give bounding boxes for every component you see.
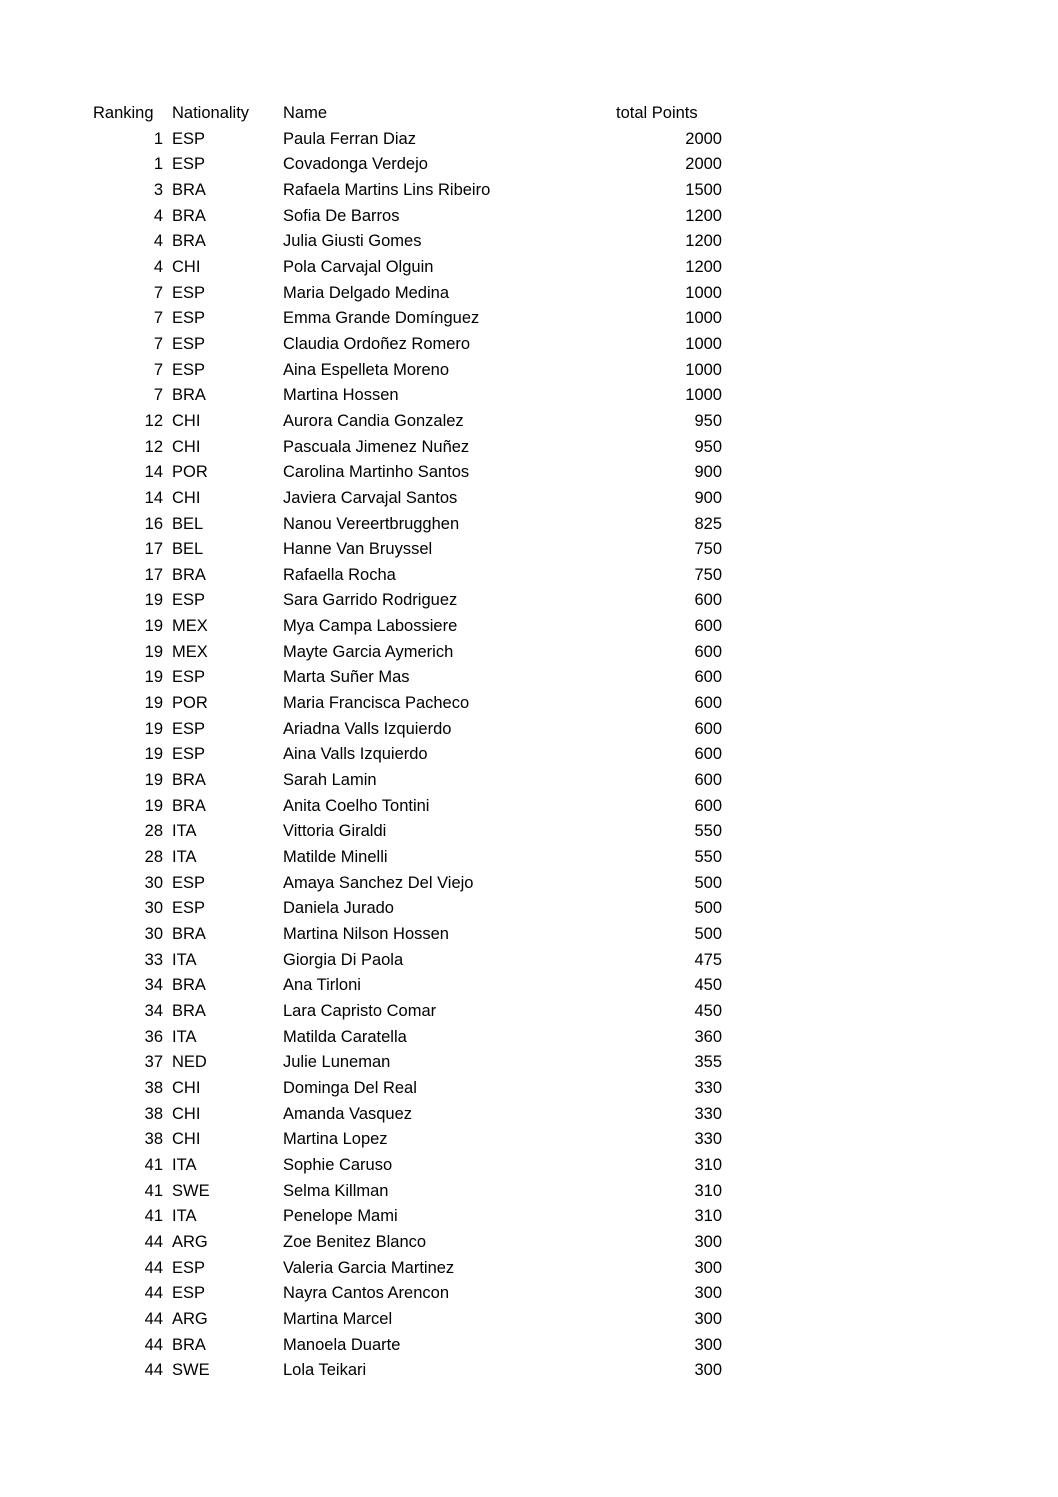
- nationality-cell: CHI: [172, 1130, 201, 1149]
- nationality-cell: CHI: [172, 437, 201, 456]
- rank-cell: 19: [144, 694, 163, 713]
- table-row: [93, 999, 722, 1025]
- rank-cell: 17: [144, 540, 163, 559]
- nationality-cell: CHI: [172, 1078, 201, 1097]
- rank-cell: 41: [144, 1207, 163, 1226]
- rank-cell: 19: [144, 591, 163, 610]
- table-row: [93, 742, 722, 768]
- points-cell: 600: [694, 694, 722, 713]
- rank-cell: 12: [144, 411, 163, 430]
- nationality-cell: BRA: [172, 565, 206, 584]
- table-row: [93, 409, 722, 435]
- table-row: [93, 537, 722, 563]
- rank-cell: 38: [144, 1078, 163, 1097]
- rank-cell: 19: [144, 745, 163, 764]
- points-cell: 310: [694, 1155, 722, 1174]
- points-cell: 600: [694, 668, 722, 687]
- rank-cell: 37: [144, 1053, 163, 1072]
- rank-cell: 44: [144, 1335, 163, 1354]
- points-cell: 1200: [685, 232, 722, 251]
- points-cell: 355: [694, 1053, 722, 1072]
- table-row: [93, 1153, 722, 1179]
- name-cell: Martina Lopez: [283, 1130, 388, 1149]
- nationality-cell: ARG: [172, 1232, 208, 1251]
- name-cell: Carolina Martinho Santos: [283, 463, 470, 482]
- name-cell: Martina Hossen: [283, 386, 399, 405]
- rank-cell: 19: [144, 617, 163, 636]
- nationality-cell: ESP: [172, 591, 206, 610]
- table-row: [93, 819, 722, 845]
- points-cell: 950: [694, 437, 722, 456]
- name-cell: Martina Nilson Hossen: [283, 925, 449, 943]
- points-cell: 750: [694, 540, 722, 559]
- nationality-cell: ESP: [172, 334, 206, 353]
- points-cell: 2000: [685, 129, 722, 148]
- nationality-cell: BRA: [172, 206, 206, 225]
- name-cell: Aina Valls Izquierdo: [283, 745, 428, 764]
- points-cell: 330: [694, 1078, 722, 1097]
- nationality-cell: BRA: [172, 386, 206, 405]
- points-cell: 475: [694, 950, 722, 969]
- points-cell: 1000: [685, 283, 722, 302]
- rank-cell: 41: [144, 1155, 163, 1174]
- table-row: [93, 281, 722, 307]
- rank-cell: 7: [153, 309, 163, 328]
- nationality-cell: MEX: [172, 617, 208, 636]
- points-cell: 450: [694, 1001, 722, 1020]
- nationality-cell: ESP: [172, 745, 206, 764]
- name-cell: Dominga Del Real: [283, 1078, 417, 1097]
- rank-cell: 34: [144, 976, 163, 995]
- table-row: [93, 1102, 722, 1128]
- table-row: [93, 1281, 722, 1307]
- name-cell: Sophie Caruso: [283, 1155, 393, 1174]
- nationality-cell: BRA: [172, 1001, 206, 1020]
- rank-cell: 19: [144, 642, 163, 661]
- nationality-cell: BRA: [172, 1335, 206, 1354]
- name-cell: Ana Tirloni: [283, 976, 361, 995]
- name-cell: Julie Luneman: [283, 1053, 391, 1072]
- table-row: [93, 717, 722, 743]
- name-cell: Marta Suñer Mas: [283, 668, 410, 687]
- points-cell: 500: [694, 873, 722, 892]
- nationality-cell: POR: [172, 694, 208, 713]
- name-cell: Valeria Garcia Martinez: [283, 1258, 455, 1277]
- rank-cell: 1: [153, 155, 163, 174]
- name-cell: Covadonga Verdejo: [283, 155, 428, 174]
- nationality-cell: CHI: [172, 488, 201, 507]
- rank-cell: 4: [153, 232, 163, 251]
- name-cell: Giorgia Di Paola: [283, 950, 404, 969]
- name-cell: Manoela Duarte: [283, 1335, 401, 1354]
- name-cell: Sarah Lamin: [283, 771, 377, 790]
- rank-cell: 7: [153, 283, 163, 302]
- name-cell: Matilda Caratella: [283, 1027, 407, 1046]
- table-row: [93, 588, 722, 614]
- nationality-cell: ITA: [172, 950, 197, 969]
- nationality-cell: CHI: [172, 257, 201, 276]
- table-row: [93, 1179, 722, 1205]
- name-cell: Penelope Mami: [283, 1207, 398, 1226]
- points-cell: 300: [694, 1361, 722, 1380]
- ranking-table: [93, 101, 722, 1384]
- points-cell: 1000: [685, 360, 722, 379]
- name-cell: Rafaella Rocha: [283, 565, 396, 584]
- header-ranking: Ranking: [93, 104, 154, 122]
- points-cell: 450: [694, 976, 722, 995]
- name-cell: Amanda Vasquez: [283, 1104, 413, 1123]
- points-cell: 900: [694, 488, 722, 507]
- table-row: [93, 512, 722, 538]
- nationality-cell: ESP: [172, 873, 206, 892]
- name-cell: Rafaela Martins Lins Ribeiro: [283, 180, 491, 199]
- table-row: [93, 563, 722, 589]
- name-cell: Ariadna Valls Izquierdo: [283, 719, 452, 738]
- points-cell: 300: [694, 1284, 722, 1303]
- nationality-cell: SWE: [172, 1181, 210, 1200]
- nationality-cell: CHI: [172, 411, 201, 430]
- rank-cell: 19: [144, 771, 163, 790]
- nationality-cell: ESP: [172, 309, 206, 328]
- points-cell: 1000: [685, 309, 722, 328]
- points-cell: 1000: [685, 334, 722, 353]
- nationality-cell: ESP: [172, 283, 206, 302]
- table-row: [93, 486, 722, 512]
- table-row: [93, 332, 722, 358]
- nationality-cell: BRA: [172, 976, 206, 995]
- ranking-table-header: [93, 101, 722, 127]
- nationality-cell: BRA: [172, 925, 206, 943]
- name-cell: Mya Campa Labossiere: [283, 617, 458, 636]
- name-cell: Maria Francisca Pacheco: [283, 694, 470, 713]
- rank-cell: 1: [153, 129, 163, 148]
- header-nationality: Nationality: [172, 104, 250, 122]
- rank-cell: 19: [144, 668, 163, 687]
- nationality-cell: ESP: [172, 668, 206, 687]
- rank-cell: 12: [144, 437, 163, 456]
- nationality-cell: MEX: [172, 642, 208, 661]
- points-cell: 310: [694, 1181, 722, 1200]
- rank-cell: 3: [153, 180, 163, 199]
- points-cell: 500: [694, 899, 722, 918]
- table-row: [93, 229, 722, 255]
- points-cell: 600: [694, 796, 722, 815]
- points-cell: 550: [694, 822, 722, 841]
- points-cell: 1200: [685, 206, 722, 225]
- name-cell: Hanne Van Bruyssel: [283, 540, 433, 559]
- rank-cell: 38: [144, 1130, 163, 1149]
- header-name: Name: [283, 104, 328, 122]
- name-cell: Pola Carvajal Olguin: [283, 257, 434, 276]
- name-cell: Mayte Garcia Aymerich: [283, 642, 454, 661]
- table-row: [93, 1204, 722, 1230]
- rank-cell: 34: [144, 1001, 163, 1020]
- rank-cell: 7: [153, 360, 163, 379]
- table-row: [93, 691, 722, 717]
- name-cell: Paula Ferran Diaz: [283, 129, 416, 148]
- rank-cell: 4: [153, 257, 163, 276]
- nationality-cell: BRA: [172, 180, 206, 199]
- points-cell: 600: [694, 617, 722, 636]
- nationality-cell: BEL: [172, 540, 204, 559]
- table-row: [93, 948, 722, 974]
- nationality-cell: ITA: [172, 1207, 197, 1226]
- points-cell: 550: [694, 848, 722, 867]
- points-cell: 300: [694, 1232, 722, 1251]
- table-row: [93, 1050, 722, 1076]
- nationality-cell: ITA: [172, 848, 197, 867]
- name-cell: Claudia Ordoñez Romero: [283, 334, 471, 353]
- points-cell: 750: [694, 565, 722, 584]
- name-cell: Nayra Cantos Arencon: [283, 1284, 450, 1303]
- name-cell: Maria Delgado Medina: [283, 283, 450, 302]
- table-row: [93, 973, 722, 999]
- name-cell: Pascuala Jimenez Nuñez: [283, 437, 470, 456]
- table-row: [93, 178, 722, 204]
- points-cell: 1500: [685, 180, 722, 199]
- rank-cell: 44: [144, 1258, 163, 1277]
- nationality-cell: ITA: [172, 1155, 197, 1174]
- nationality-cell: ESP: [172, 1258, 206, 1277]
- name-cell: Vittoria Giraldi: [283, 822, 387, 841]
- nationality-cell: ESP: [172, 360, 206, 379]
- header-points: total Points: [616, 104, 698, 122]
- table-row: [93, 768, 722, 794]
- nationality-cell: BRA: [172, 232, 206, 251]
- name-cell: Julia Giusti Gomes: [283, 232, 422, 251]
- rank-cell: 41: [144, 1181, 163, 1200]
- nationality-cell: NED: [172, 1053, 207, 1072]
- nationality-cell: BRA: [172, 796, 206, 815]
- table-row: [93, 1230, 722, 1256]
- nationality-cell: ARG: [172, 1309, 208, 1328]
- rank-cell: 19: [144, 796, 163, 815]
- rank-cell: 30: [144, 873, 163, 892]
- nationality-cell: BEL: [172, 514, 204, 533]
- table-row: [93, 1256, 722, 1282]
- points-cell: 330: [694, 1130, 722, 1149]
- table-row: [93, 383, 722, 409]
- table-row: [93, 1076, 722, 1102]
- points-cell: 600: [694, 745, 722, 764]
- name-cell: Sofia De Barros: [283, 206, 400, 225]
- table-row: [93, 1358, 722, 1384]
- table-row: [93, 255, 722, 281]
- name-cell: Martina Marcel: [283, 1309, 393, 1328]
- name-cell: Lola Teikari: [283, 1361, 367, 1380]
- points-cell: 600: [694, 771, 722, 790]
- name-cell: Sara Garrido Rodriguez: [283, 591, 458, 610]
- name-cell: Amaya Sanchez Del Viejo: [283, 873, 474, 892]
- table-row: [93, 1333, 722, 1359]
- name-cell: Matilde Minelli: [283, 848, 388, 867]
- rank-cell: 44: [144, 1232, 163, 1251]
- nationality-cell: POR: [172, 463, 208, 482]
- name-cell: Emma Grande Domínguez: [283, 309, 480, 328]
- points-cell: 950: [694, 411, 722, 430]
- table-row: [93, 614, 722, 640]
- points-cell: 1200: [685, 257, 722, 276]
- name-cell: Zoe Benitez Blanco: [283, 1232, 427, 1251]
- table-row: [93, 460, 722, 486]
- points-cell: 825: [694, 514, 722, 533]
- table-row: [93, 845, 722, 871]
- nationality-cell: ESP: [172, 155, 206, 174]
- points-cell: 330: [694, 1104, 722, 1123]
- table-row: [93, 127, 722, 153]
- name-cell: Javiera Carvajal Santos: [283, 488, 458, 507]
- nationality-cell: CHI: [172, 1104, 201, 1123]
- rank-cell: 14: [144, 488, 163, 507]
- points-cell: 300: [694, 1309, 722, 1328]
- points-cell: 2000: [685, 155, 722, 174]
- rank-cell: 44: [144, 1284, 163, 1303]
- rank-cell: 7: [153, 334, 163, 353]
- rank-cell: 7: [153, 386, 163, 405]
- name-cell: Selma Killman: [283, 1181, 389, 1200]
- name-cell: Daniela Jurado: [283, 899, 394, 918]
- points-cell: 600: [694, 642, 722, 661]
- table-row: [93, 1127, 722, 1153]
- points-cell: 900: [694, 463, 722, 482]
- nationality-cell: ESP: [172, 1284, 206, 1303]
- table-row: [93, 871, 722, 897]
- table-row: [93, 794, 722, 820]
- rank-cell: 38: [144, 1104, 163, 1123]
- nationality-cell: ESP: [172, 899, 206, 918]
- rank-cell: 36: [144, 1027, 163, 1046]
- table-row: [93, 1307, 722, 1333]
- table-row: [93, 358, 722, 384]
- rank-cell: 30: [144, 899, 163, 918]
- rank-cell: 16: [144, 514, 163, 533]
- points-cell: 310: [694, 1207, 722, 1226]
- nationality-cell: BRA: [172, 771, 206, 790]
- rank-cell: 33: [144, 950, 163, 969]
- name-cell: Aina Espelleta Moreno: [283, 360, 450, 379]
- points-cell: 300: [694, 1335, 722, 1354]
- points-cell: 500: [694, 925, 722, 943]
- rank-cell: 30: [144, 925, 163, 943]
- ranking-table-body: [93, 127, 722, 1384]
- nationality-cell: ESP: [172, 719, 206, 738]
- rank-cell: 44: [144, 1309, 163, 1328]
- table-row: [93, 922, 722, 948]
- rank-cell: 4: [153, 206, 163, 225]
- table-row: [93, 306, 722, 332]
- rank-cell: 28: [144, 822, 163, 841]
- nationality-cell: ESP: [172, 129, 206, 148]
- rank-cell: 19: [144, 719, 163, 738]
- nationality-cell: SWE: [172, 1361, 210, 1380]
- table-row: [93, 204, 722, 230]
- rank-cell: 28: [144, 848, 163, 867]
- nationality-cell: ITA: [172, 1027, 197, 1046]
- table-row: [93, 152, 722, 178]
- name-cell: Aurora Candia Gonzalez: [283, 411, 464, 430]
- points-cell: 300: [694, 1258, 722, 1277]
- table-row: [93, 896, 722, 922]
- rank-cell: 44: [144, 1361, 163, 1380]
- rank-cell: 14: [144, 463, 163, 482]
- points-cell: 1000: [685, 386, 722, 405]
- points-cell: 360: [694, 1027, 722, 1046]
- name-cell: Lara Capristo Comar: [283, 1001, 437, 1020]
- table-row: [93, 665, 722, 691]
- table-row: [93, 640, 722, 666]
- rank-cell: 17: [144, 565, 163, 584]
- name-cell: Anita Coelho Tontini: [283, 796, 430, 815]
- table-row: [93, 1025, 722, 1051]
- header-row: [93, 101, 722, 127]
- points-cell: 600: [694, 719, 722, 738]
- name-cell: Nanou Vereertbrugghen: [283, 514, 460, 533]
- points-cell: 600: [694, 591, 722, 610]
- table-row: [93, 435, 722, 461]
- nationality-cell: ITA: [172, 822, 197, 841]
